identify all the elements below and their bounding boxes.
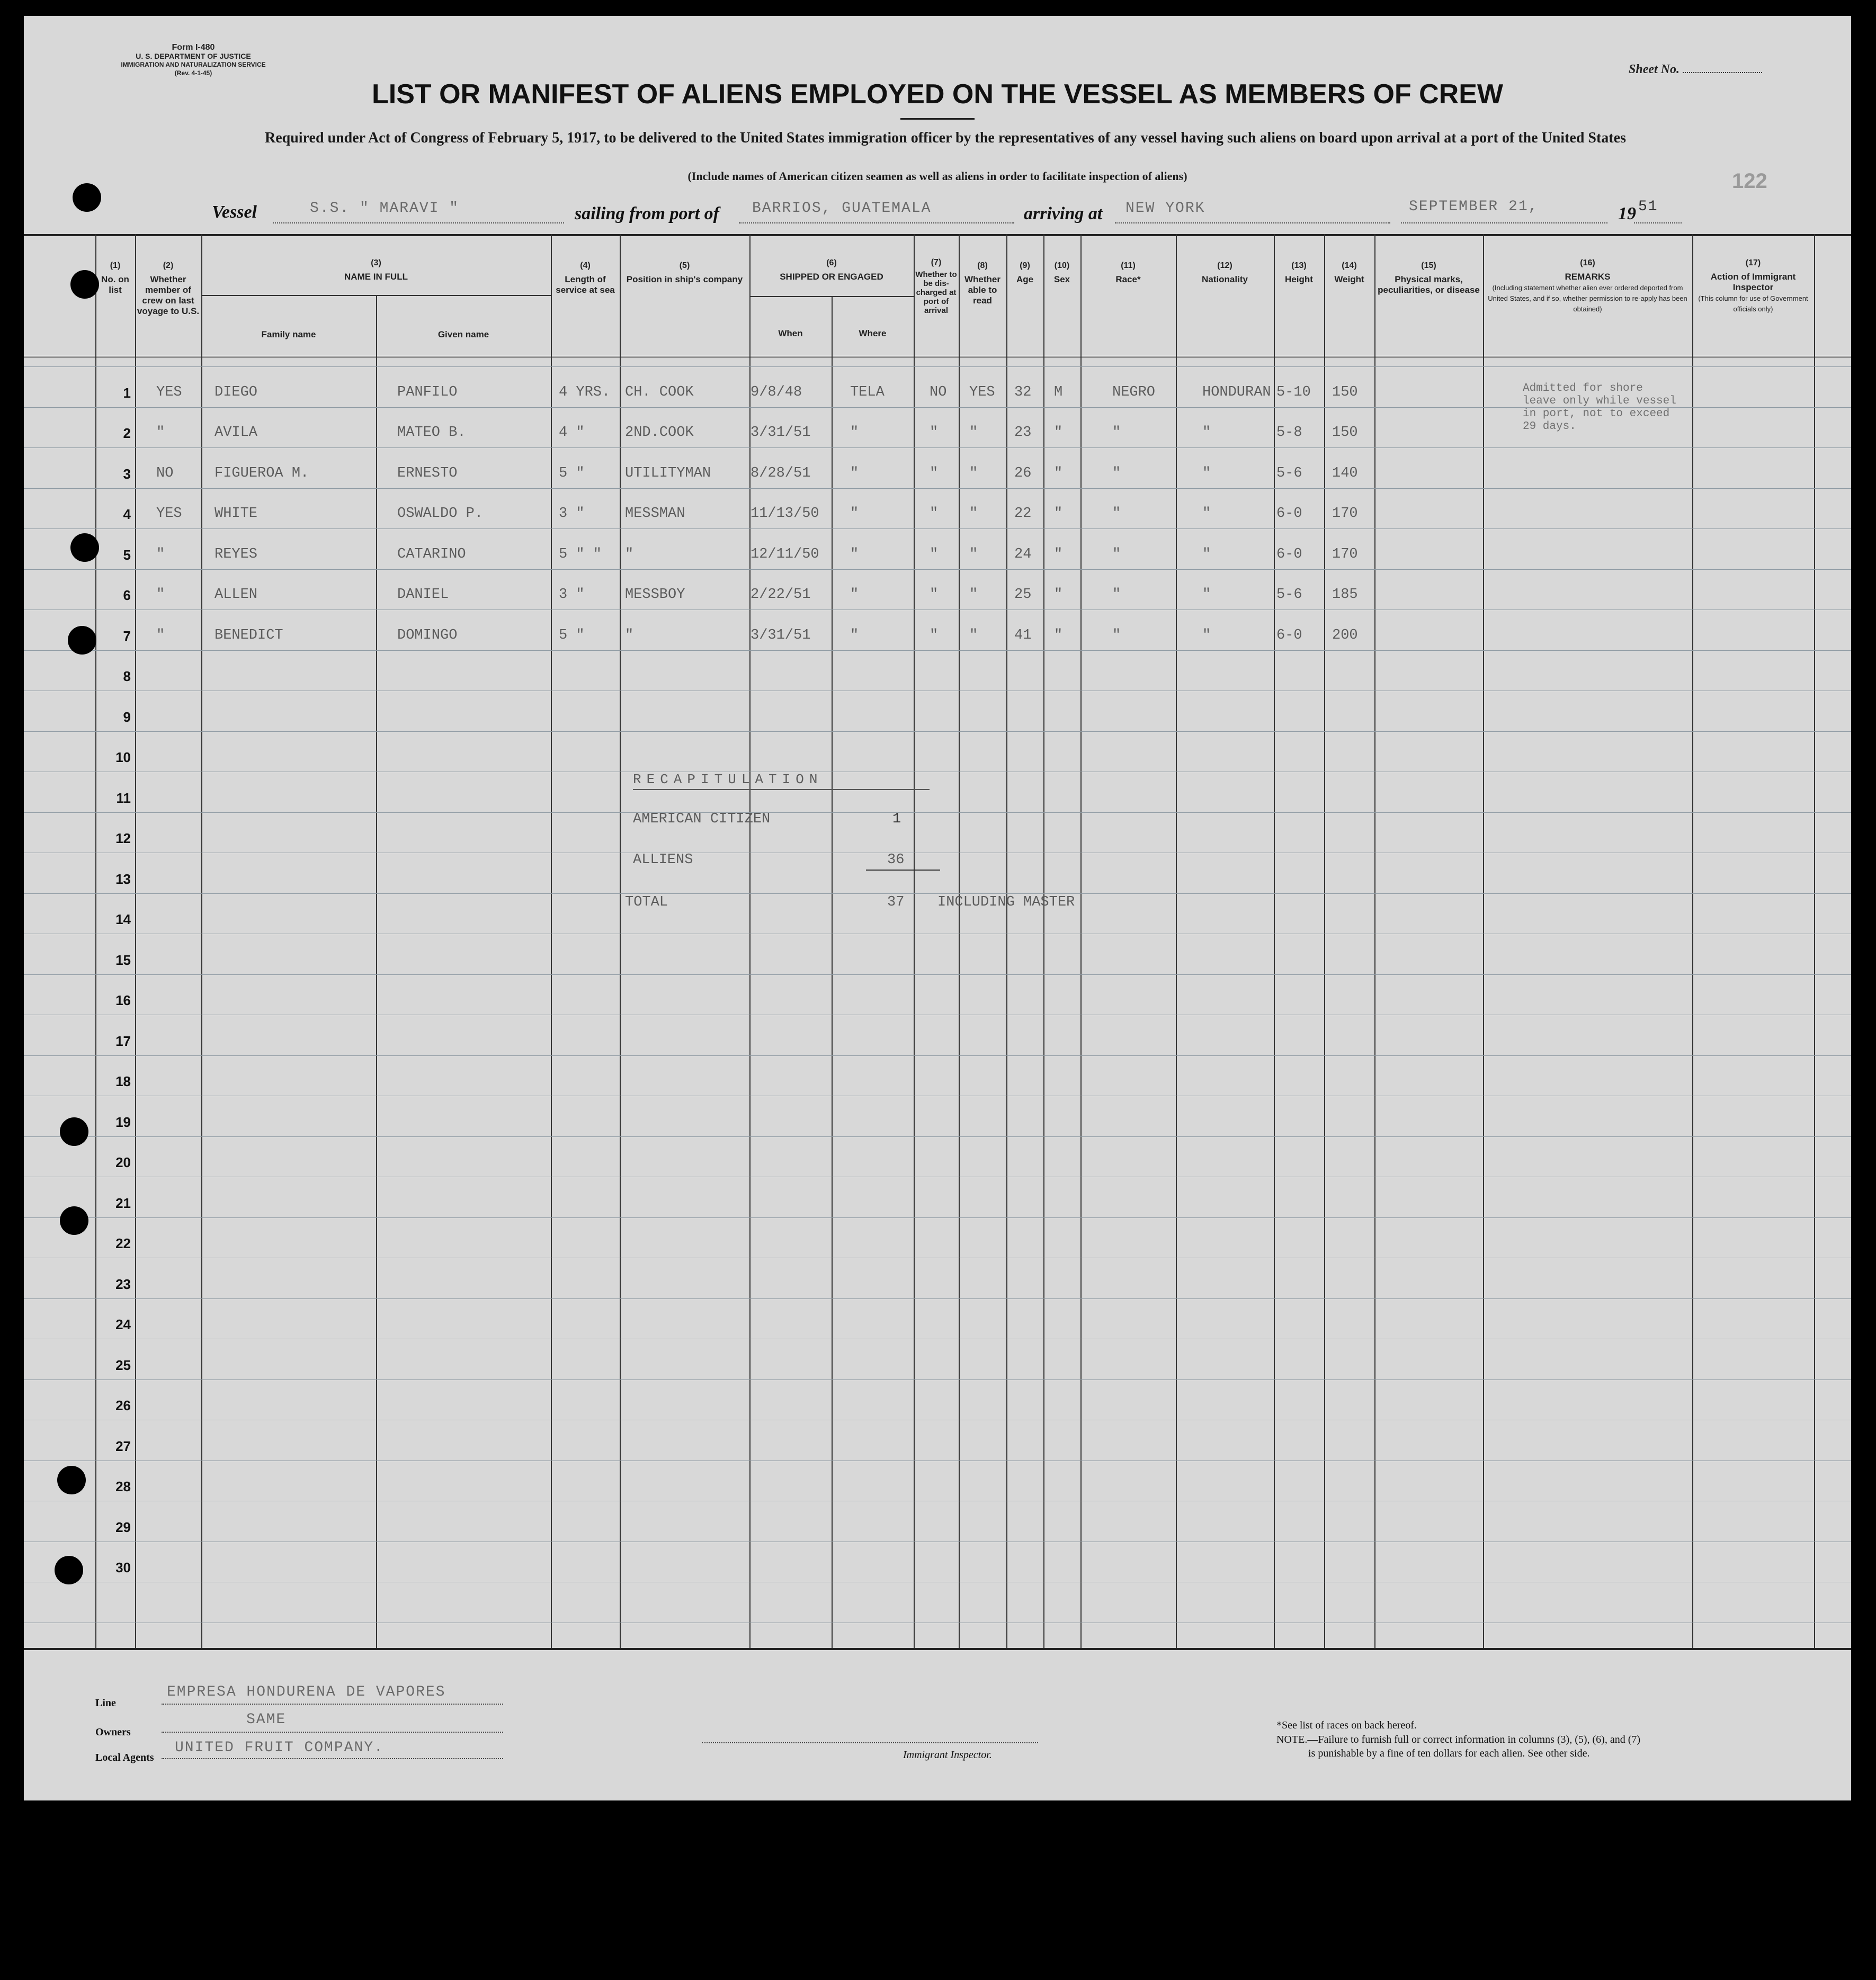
header-weight: (14) Weight bbox=[1334, 261, 1364, 284]
footer bbox=[24, 1652, 1851, 1800]
header-height: (13) Height bbox=[1285, 261, 1313, 284]
height-cell: 5-10 bbox=[1276, 384, 1311, 400]
row-number: 20 bbox=[115, 1154, 131, 1170]
sheet-no bbox=[1629, 62, 1762, 77]
form-identifier bbox=[103, 43, 283, 77]
read-cell: " bbox=[969, 587, 978, 603]
race-cell: " bbox=[1112, 587, 1121, 603]
nationality-cell: " bbox=[1202, 587, 1211, 603]
page-subtitle: Required under Act of Congress of February 5, 1917, to be delivered to the United States immigration officer by the representatives of any vessel having such aliens on board upon arrival at a port of the United States bbox=[265, 130, 1626, 146]
port-from: BARRIOS, GUATEMALA bbox=[752, 200, 932, 217]
punch-hole bbox=[60, 1206, 88, 1235]
weight-cell: 170 bbox=[1332, 546, 1358, 562]
when-cell: 8/28/51 bbox=[751, 465, 811, 481]
port-to-underline bbox=[1115, 222, 1390, 223]
header-where: Where bbox=[859, 328, 887, 338]
position-cell: " bbox=[625, 546, 634, 562]
weight-cell: 140 bbox=[1332, 465, 1358, 481]
header-remarks: (16) REMARKS (Including statement whether alien ever ordered deported from United States, and if so, whether permission to re-apply has been obtained) bbox=[1488, 258, 1687, 313]
given-name-cell: CATARINO bbox=[397, 546, 466, 562]
when-cell: 3/31/51 bbox=[751, 627, 811, 643]
age-cell: 32 bbox=[1014, 384, 1032, 400]
header-sex: (10) Sex bbox=[1053, 261, 1070, 284]
row-number: 8 bbox=[123, 668, 131, 684]
penalty-note-2: is punishable by a fine of ten dollars for each alien. See other side. bbox=[1308, 1748, 1590, 1759]
height-cell: 6-0 bbox=[1276, 627, 1302, 643]
last-voyage-cell: YES bbox=[156, 384, 182, 400]
where-cell: " bbox=[850, 627, 859, 643]
form-revision: (Rev. 4-1-45) bbox=[174, 69, 212, 77]
age-cell: 41 bbox=[1014, 627, 1032, 643]
row-number: 24 bbox=[115, 1316, 131, 1332]
position-cell: 2ND.COOK bbox=[625, 425, 694, 441]
sheet-no-label: Sheet No. bbox=[1629, 62, 1680, 76]
given-name-cell: PANFILO bbox=[397, 384, 458, 400]
recap-total-label: TOTAL bbox=[625, 894, 668, 910]
header-age: (9) Age bbox=[1016, 261, 1034, 284]
header-able-to-read: (8) Whether able to read bbox=[964, 261, 1000, 306]
age-cell: 24 bbox=[1014, 546, 1032, 562]
discharged-cell: " bbox=[930, 465, 939, 481]
given-name-cell: DOMINGO bbox=[397, 627, 458, 643]
height-cell: 6-0 bbox=[1276, 546, 1302, 562]
row-number: 9 bbox=[123, 709, 131, 725]
family-name-cell: AVILA bbox=[215, 425, 258, 441]
when-cell: 12/11/50 bbox=[751, 546, 819, 562]
recap-title: RECAPITULATION bbox=[633, 772, 823, 787]
stamp-number: 122 bbox=[1732, 169, 1767, 193]
row-number: 23 bbox=[115, 1276, 131, 1292]
row-number: 30 bbox=[115, 1560, 131, 1575]
discharged-cell: " bbox=[930, 506, 939, 522]
family-name-cell: WHITE bbox=[215, 506, 258, 522]
header-nationality: (12) Nationality bbox=[1202, 261, 1248, 284]
position-cell: CH. COOK bbox=[625, 384, 694, 400]
recap-citizen-label: AMERICAN CITIZEN bbox=[633, 811, 771, 827]
ruled-line bbox=[24, 650, 1851, 651]
race-cell: " bbox=[1112, 627, 1121, 643]
row-number: 10 bbox=[115, 749, 131, 765]
header-position: (5) Position in ship's company bbox=[626, 261, 743, 284]
row-number: 12 bbox=[115, 830, 131, 846]
port-from-underline bbox=[739, 222, 1014, 223]
last-voyage-cell: " bbox=[156, 425, 165, 441]
punch-hole bbox=[70, 533, 99, 562]
age-cell: 26 bbox=[1014, 465, 1032, 481]
punch-hole bbox=[55, 1556, 83, 1584]
penalty-note-1: NOTE.—Failure to furnish full or correct information in columns (3), (5), (6), and (7) bbox=[1276, 1734, 1641, 1745]
form-service: IMMIGRATION AND NATURALIZATION SERVICE bbox=[121, 61, 266, 68]
age-cell: 23 bbox=[1014, 425, 1032, 441]
header-race: (11) Race* bbox=[1115, 261, 1141, 284]
discharged-cell: NO bbox=[930, 384, 947, 400]
ruled-line bbox=[24, 1055, 1851, 1056]
row-number: 7 bbox=[123, 628, 131, 644]
recap-aliens-label: ALLIENS bbox=[633, 852, 693, 868]
service-cell: 5 " bbox=[559, 627, 585, 643]
age-cell: 22 bbox=[1014, 506, 1032, 522]
header-given-name: Given name bbox=[437, 329, 489, 339]
date-underline bbox=[1401, 222, 1607, 223]
service-cell: 3 " bbox=[559, 506, 585, 522]
sex-cell: M bbox=[1054, 384, 1063, 400]
nationality-cell: " bbox=[1202, 627, 1211, 643]
punch-hole bbox=[70, 270, 99, 299]
ruled-line bbox=[24, 731, 1851, 732]
position-cell: MESSBOY bbox=[625, 587, 685, 603]
race-cell: " bbox=[1112, 425, 1121, 441]
agents-value: UNITED FRUIT COMPANY. bbox=[175, 1740, 384, 1756]
header-discharged: (7) Whether to be dis-charged at port of arrival bbox=[915, 258, 957, 315]
service-cell: 4 " bbox=[559, 425, 585, 441]
sex-cell: " bbox=[1054, 546, 1063, 562]
read-cell: YES bbox=[969, 384, 995, 400]
punch-hole bbox=[60, 1117, 88, 1146]
page-title: LIST OR MANIFEST OF ALIENS EMPLOYED ON THE VESSEL AS MEMBERS OF CREW bbox=[372, 79, 1503, 110]
header-name-in-full: (3) NAME IN FULL bbox=[344, 258, 408, 282]
nationality-cell: " bbox=[1202, 506, 1211, 522]
nationality-cell: HONDURAN bbox=[1202, 384, 1271, 400]
row-number: 15 bbox=[115, 952, 131, 968]
row-number: 19 bbox=[115, 1114, 131, 1130]
ruled-line bbox=[24, 528, 1851, 529]
inspector-label: Immigrant Inspector. bbox=[903, 1749, 992, 1761]
row-number: 2 bbox=[123, 425, 131, 441]
row-number: 21 bbox=[115, 1195, 131, 1211]
row-number: 6 bbox=[123, 587, 131, 603]
when-cell: 11/13/50 bbox=[751, 506, 819, 522]
ruled-line bbox=[24, 974, 1851, 975]
owners-value: SAME bbox=[246, 1712, 287, 1728]
race-cell: " bbox=[1112, 465, 1121, 481]
agents-label: Local Agents bbox=[95, 1752, 154, 1763]
line-value: EMPRESA HONDURENA DE VAPORES bbox=[167, 1684, 446, 1700]
ruled-line bbox=[24, 447, 1851, 448]
punch-hole bbox=[68, 626, 96, 655]
punch-hole bbox=[73, 183, 101, 212]
nationality-cell: " bbox=[1202, 546, 1211, 562]
punch-hole bbox=[57, 1466, 86, 1494]
remarks-note: Admitted for shore leave only while vessel in port, not to exceed 29 days. bbox=[1523, 382, 1676, 433]
ruled-line bbox=[24, 1379, 1851, 1380]
year-suffix: 51 bbox=[1638, 199, 1658, 215]
where-cell: TELA bbox=[850, 384, 885, 400]
header-shipped-or-engaged: (6) SHIPPED OR ENGAGED bbox=[780, 258, 883, 282]
service-cell: 5 " bbox=[559, 465, 585, 481]
row-number: 14 bbox=[115, 911, 131, 927]
recap-aliens-count: 36 bbox=[887, 852, 905, 868]
when-cell: 3/31/51 bbox=[751, 425, 811, 441]
family-name-cell: REYES bbox=[215, 546, 258, 562]
discharged-cell: " bbox=[930, 546, 939, 562]
row-number: 11 bbox=[116, 790, 131, 806]
row-number: 27 bbox=[115, 1438, 131, 1454]
recap-total-count: 37 bbox=[887, 894, 905, 910]
header-member-last-voyage: (2) Whether member of crew on last voyage to U.S. bbox=[137, 261, 200, 316]
weight-cell: 185 bbox=[1332, 587, 1358, 603]
line-label: Line bbox=[95, 1697, 116, 1709]
recap-total-note: INCLUDING MASTER bbox=[937, 894, 1075, 910]
position-cell: " bbox=[625, 627, 634, 643]
sex-cell: " bbox=[1054, 425, 1063, 441]
age-cell: 25 bbox=[1014, 587, 1032, 603]
read-cell: " bbox=[969, 465, 978, 481]
read-cell: " bbox=[969, 546, 978, 562]
where-cell: " bbox=[850, 587, 859, 603]
header-length-of-service: (4) Length of service at sea bbox=[556, 261, 615, 295]
given-name-cell: OSWALDO P. bbox=[397, 506, 484, 522]
year-underline bbox=[1634, 222, 1682, 223]
ruled-line bbox=[24, 488, 1851, 489]
ruled-line bbox=[24, 569, 1851, 570]
position-cell: UTILITYMAN bbox=[625, 465, 711, 481]
service-cell: 3 " bbox=[559, 587, 585, 603]
ruled-line bbox=[24, 812, 1851, 813]
service-cell: 5 " " bbox=[559, 546, 602, 562]
discharged-cell: " bbox=[930, 425, 939, 441]
nationality-cell: " bbox=[1202, 465, 1211, 481]
last-voyage-cell: " bbox=[156, 546, 165, 562]
header-when: When bbox=[778, 328, 803, 338]
arrival-date: SEPTEMBER 21, bbox=[1409, 199, 1539, 215]
last-voyage-cell: NO bbox=[156, 465, 174, 481]
given-name-cell: MATEO B. bbox=[397, 425, 466, 441]
vessel-underline bbox=[273, 222, 564, 223]
family-name-cell: FIGUEROA M. bbox=[215, 465, 309, 481]
form-number: Form I-480 bbox=[172, 43, 215, 52]
height-cell: 5-8 bbox=[1276, 425, 1302, 441]
row-number: 22 bbox=[115, 1235, 131, 1251]
where-cell: " bbox=[850, 425, 859, 441]
header-no-on-list: (1) No. on list bbox=[101, 261, 129, 295]
row-number: 17 bbox=[115, 1033, 131, 1049]
recap-citizen-count: 1 bbox=[892, 811, 901, 827]
weight-cell: 150 bbox=[1332, 425, 1358, 441]
ruled-line bbox=[24, 366, 1851, 367]
vessel-name: S.S. " MARAVI " bbox=[310, 200, 460, 217]
arriving-label: arriving at bbox=[1024, 204, 1103, 223]
row-number: 13 bbox=[115, 871, 131, 887]
weight-cell: 150 bbox=[1332, 384, 1358, 400]
where-cell: " bbox=[850, 465, 859, 481]
family-name-cell: DIEGO bbox=[215, 384, 258, 400]
row-number: 4 bbox=[123, 506, 131, 522]
header-inspector-action: (17) Action of Immigrant Inspector (This column for use of Government officials only) bbox=[1698, 258, 1808, 313]
ruled-line bbox=[24, 893, 1851, 894]
read-cell: " bbox=[969, 506, 978, 522]
height-cell: 6-0 bbox=[1276, 506, 1302, 522]
family-name-cell: ALLEN bbox=[215, 587, 258, 603]
when-cell: 2/22/51 bbox=[751, 587, 811, 603]
where-cell: " bbox=[850, 546, 859, 562]
title-rule bbox=[900, 118, 975, 120]
race-cell: " bbox=[1112, 546, 1121, 562]
form-department: U. S. DEPARTMENT OF JUSTICE bbox=[136, 52, 251, 60]
race-cell: NEGRO bbox=[1112, 384, 1156, 400]
crew-table bbox=[24, 234, 1851, 1648]
header-family-name: Family name bbox=[261, 329, 316, 339]
row-number: 16 bbox=[115, 992, 131, 1008]
row-number: 25 bbox=[115, 1357, 131, 1373]
row-number: 3 bbox=[123, 465, 131, 482]
owners-label: Owners bbox=[95, 1726, 131, 1738]
vessel-label: Vessel bbox=[212, 202, 257, 222]
read-cell: " bbox=[969, 425, 978, 441]
height-cell: 5-6 bbox=[1276, 465, 1302, 481]
last-voyage-cell: " bbox=[156, 587, 165, 603]
discharged-cell: " bbox=[930, 587, 939, 603]
header-physical-marks: (15) Physical marks, peculiarities, or disease bbox=[1378, 261, 1480, 295]
family-name-cell: BENEDICT bbox=[215, 627, 283, 643]
position-cell: MESSMAN bbox=[625, 506, 685, 522]
height-cell: 5-6 bbox=[1276, 587, 1302, 603]
sailing-label: sailing from port of bbox=[575, 204, 719, 223]
nationality-cell: " bbox=[1202, 425, 1211, 441]
service-cell: 4 YRS. bbox=[559, 384, 611, 400]
weight-cell: 170 bbox=[1332, 506, 1358, 522]
where-cell: " bbox=[850, 506, 859, 522]
row-number: 1 bbox=[123, 384, 131, 401]
ruled-line bbox=[24, 1217, 1851, 1218]
read-cell: " bbox=[969, 627, 978, 643]
ruled-line bbox=[24, 1298, 1851, 1299]
sex-cell: " bbox=[1054, 627, 1063, 643]
row-number: 18 bbox=[115, 1073, 131, 1089]
row-number: 26 bbox=[115, 1397, 131, 1413]
row-number: 29 bbox=[115, 1519, 131, 1535]
given-name-cell: ERNESTO bbox=[397, 465, 458, 481]
races-note: *See list of races on back hereof. bbox=[1276, 1719, 1417, 1731]
ruled-line bbox=[24, 1136, 1851, 1137]
year-prefix: 19 bbox=[1618, 204, 1636, 223]
discharged-cell: " bbox=[930, 627, 939, 643]
sex-cell: " bbox=[1054, 506, 1063, 522]
sex-cell: " bbox=[1054, 587, 1063, 603]
when-cell: 9/8/48 bbox=[751, 384, 802, 400]
last-voyage-cell: " bbox=[156, 627, 165, 643]
race-cell: " bbox=[1112, 506, 1121, 522]
page-subnote: (Include names of American citizen seamen as well as aliens in order to facilitate inspection of aliens) bbox=[687, 169, 1187, 183]
row-number: 5 bbox=[123, 546, 131, 563]
last-voyage-cell: YES bbox=[156, 506, 182, 522]
weight-cell: 200 bbox=[1332, 627, 1358, 643]
sex-cell: " bbox=[1054, 465, 1063, 481]
given-name-cell: DANIEL bbox=[397, 587, 449, 603]
row-number: 28 bbox=[115, 1479, 131, 1494]
port-to: NEW YORK bbox=[1125, 200, 1205, 217]
inspector-signature-line bbox=[702, 1742, 1038, 1743]
manifest-page bbox=[24, 16, 1851, 1800]
